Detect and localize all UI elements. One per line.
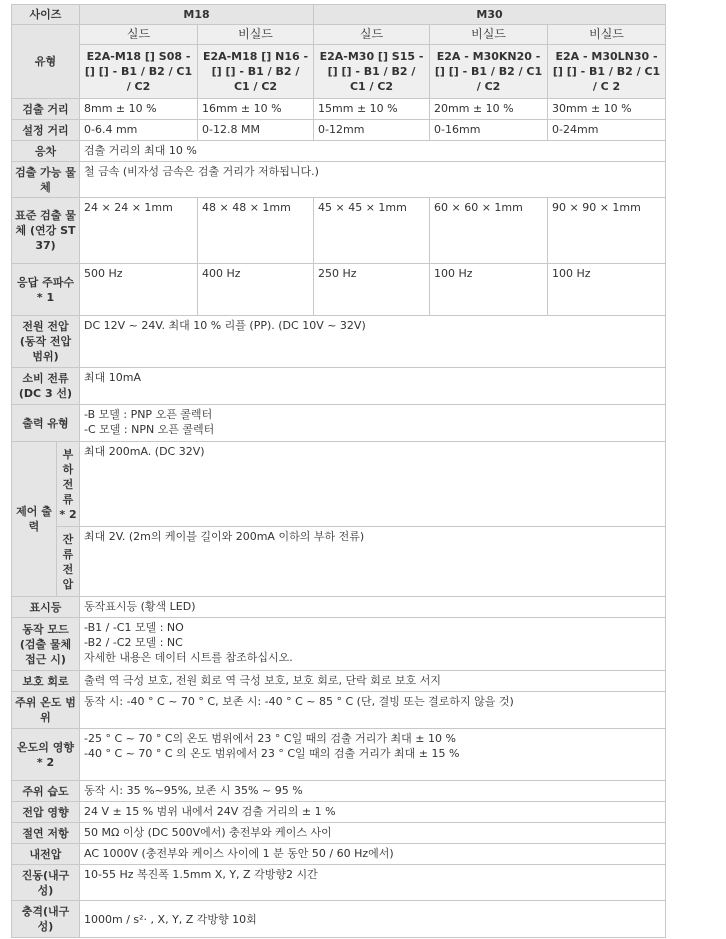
m30-nonshield-2: 비실드 (548, 25, 666, 45)
temp-influence-line: -25 ° C ~ 70 ° C의 온도 범위에서 23 ° C일 때의 검출 거리가 최대 ± 10 % (84, 732, 456, 745)
humidity-value: 동작 시: 35 %~95%, 보존 시 35% ~ 95 % (80, 781, 666, 802)
control-output-label: 제어 출력 (12, 442, 56, 596)
tolerance-value: 검출 거리의 최대 10 % (80, 141, 666, 162)
temp-influence-value (80, 729, 666, 781)
model-cell: E2A - M30LN30 - [] [] - B1 / B2 / C1 / C 2 (548, 45, 666, 99)
model-cell: E2A-M30 [] S15 - [] [] - B1 / B2 / C1 / C2 (314, 45, 430, 99)
dielectric-value: AC 1000V (충전부와 케이스 사이에 1 분 동안 50 / 60 Hz에서) (80, 844, 666, 865)
insulation-label: 절연 저항 (12, 823, 80, 844)
standard-object-value: 24 × 24 × 1mm (80, 198, 198, 264)
m18-nonshield: 비실드 (198, 25, 314, 45)
model-cell: E2A-M18 [] N16 - [] [] - B1 / B2 / C1 / C2 (198, 45, 314, 99)
set-distance-value: 0-12.8 MM (198, 120, 314, 141)
response-value: 250 Hz (314, 264, 430, 316)
op-mode-line: -B2 / -C2 모델 : NC (84, 636, 183, 649)
standard-object-value: 90 × 90 × 1mm (548, 198, 666, 264)
ambient-temp-label: 주위 온도 범위 (12, 692, 80, 729)
tolerance-label: 응차 (12, 141, 80, 162)
current-value: 최대 10mA (80, 368, 666, 405)
response-value: 400 Hz (198, 264, 314, 316)
op-mode-value (80, 618, 666, 671)
shock-value: 1000m / s²· , X, Y, Z 각방향 10회 (80, 901, 666, 938)
voltage-influence-value: 24 V ± 15 % 범위 내에서 24V 검출 거리의 ± 1 % (80, 802, 666, 823)
op-mode-line: -B1 / -C1 모델 : NO (84, 621, 184, 634)
ambient-temp-value: 동작 시: -40 ° C ~ 70 ° C, 보존 시: -40 ° C ~ 85 ° C (단, 결빙 또는 결로하지 않을 것) (80, 692, 666, 729)
standard-object-value: 48 × 48 × 1mm (198, 198, 314, 264)
current-label: 소비 전류 (DC 3 선) (12, 368, 80, 405)
standard-object-value: 60 × 60 × 1mm (430, 198, 548, 264)
residual-voltage-label: 잔류 전압 (57, 527, 79, 596)
detect-distance-value: 16mm ± 10 % (198, 99, 314, 120)
temp-influence-label: 온도의 영향 * 2 (12, 729, 80, 781)
output-type-label: 출력 유형 (12, 405, 80, 442)
spec-table (11, 4, 666, 938)
m30-shield: 실드 (314, 25, 430, 45)
indicator-value: 동작표시등 (황색 LED) (80, 597, 666, 618)
supply-voltage-value: DC 12V ~ 24V. 최대 10 % 리플 (PP). (DC 10V ~ 32V) (80, 316, 666, 368)
voltage-influence-label: 전압 영향 (12, 802, 80, 823)
output-type-value (80, 405, 666, 442)
output-type-line: -C 모델 : NPN 오픈 콜렉터 (84, 423, 215, 436)
supply-voltage-label: 전원 전압 (동작 전압 범위) (12, 316, 80, 368)
vibration-label: 진동(내구성) (12, 865, 80, 901)
response-value: 500 Hz (80, 264, 198, 316)
detectable-label: 검출 가능 물체 (12, 162, 80, 198)
op-mode-label: 동작 모드 (검출 물체 접근 시) (12, 618, 80, 671)
insulation-value: 50 MΩ 이상 (DC 500V에서) 충전부와 케이스 사이 (80, 823, 666, 844)
size-header: 사이즈 (12, 5, 80, 25)
op-mode-line: 자세한 내용은 데이터 시트를 참조하십시오. (84, 651, 293, 664)
detect-distance-value: 8mm ± 10 % (80, 99, 198, 120)
detect-distance-value: 30mm ± 10 % (548, 99, 666, 120)
set-distance-label: 설정 거리 (12, 120, 80, 141)
protection-label: 보호 회로 (12, 671, 80, 692)
response-value: 100 Hz (548, 264, 666, 316)
detect-distance-value: 15mm ± 10 % (314, 99, 430, 120)
m18-shield: 실드 (80, 25, 198, 45)
protection-value: 출력 역 극성 보호, 전원 회로 역 극성 보호, 보호 회로, 단락 회로 보호 서지 (80, 671, 666, 692)
detectable-value: 철 금속 (비자성 금속은 검출 거리가 저하됩니다.) (80, 162, 666, 198)
model-cell: E2A - M30KN20 - [] [] - B1 / B2 / C1 / C2 (430, 45, 548, 99)
standard-object-value: 45 × 45 × 1mm (314, 198, 430, 264)
humidity-label: 주위 습도 (12, 781, 80, 802)
model-cell: E2A-M18 [] S08 - [] [] - B1 / B2 / C1 / C2 (80, 45, 198, 99)
m30-nonshield-1: 비실드 (430, 25, 548, 45)
dielectric-label: 내전압 (12, 844, 80, 865)
shock-label: 충격(내구성) (12, 901, 80, 938)
load-current-label: 부하 전류 * 2 (57, 442, 79, 526)
response-label: 응답 주파수 * 1 (12, 264, 80, 316)
indicator-label: 표시등 (12, 597, 80, 618)
set-distance-value: 0-16mm (430, 120, 548, 141)
response-value: 100 Hz (430, 264, 548, 316)
output-type-line: -B 모델 : PNP 오픈 콜렉터 (84, 408, 213, 421)
standard-object-label: 표준 검출 물체 (연강 ST37) (12, 198, 80, 264)
m18-header: M18 (80, 5, 314, 25)
type-label: 유형 (12, 25, 80, 99)
set-distance-value: 0-6.4 mm (80, 120, 198, 141)
m30-header: M30 (314, 5, 666, 25)
detect-distance-label: 검출 거리 (12, 99, 80, 120)
set-distance-value: 0-24mm (548, 120, 666, 141)
detect-distance-value: 20mm ± 10 % (430, 99, 548, 120)
load-current-value: 최대 200mA. (DC 32V) (80, 442, 666, 527)
vibration-value: 10-55 Hz 복진폭 1.5mm X, Y, Z 각방향2 시간 (80, 865, 666, 901)
set-distance-value: 0-12mm (314, 120, 430, 141)
residual-voltage-value: 최대 2V. (2m의 케이블 길이와 200mA 이하의 부하 전류) (80, 526, 666, 596)
temp-influence-line: -40 ° C ~ 70 ° C 의 온도 범위에서 23 ° C일 때의 검출 거리가 최대 ± 15 % (84, 747, 460, 760)
